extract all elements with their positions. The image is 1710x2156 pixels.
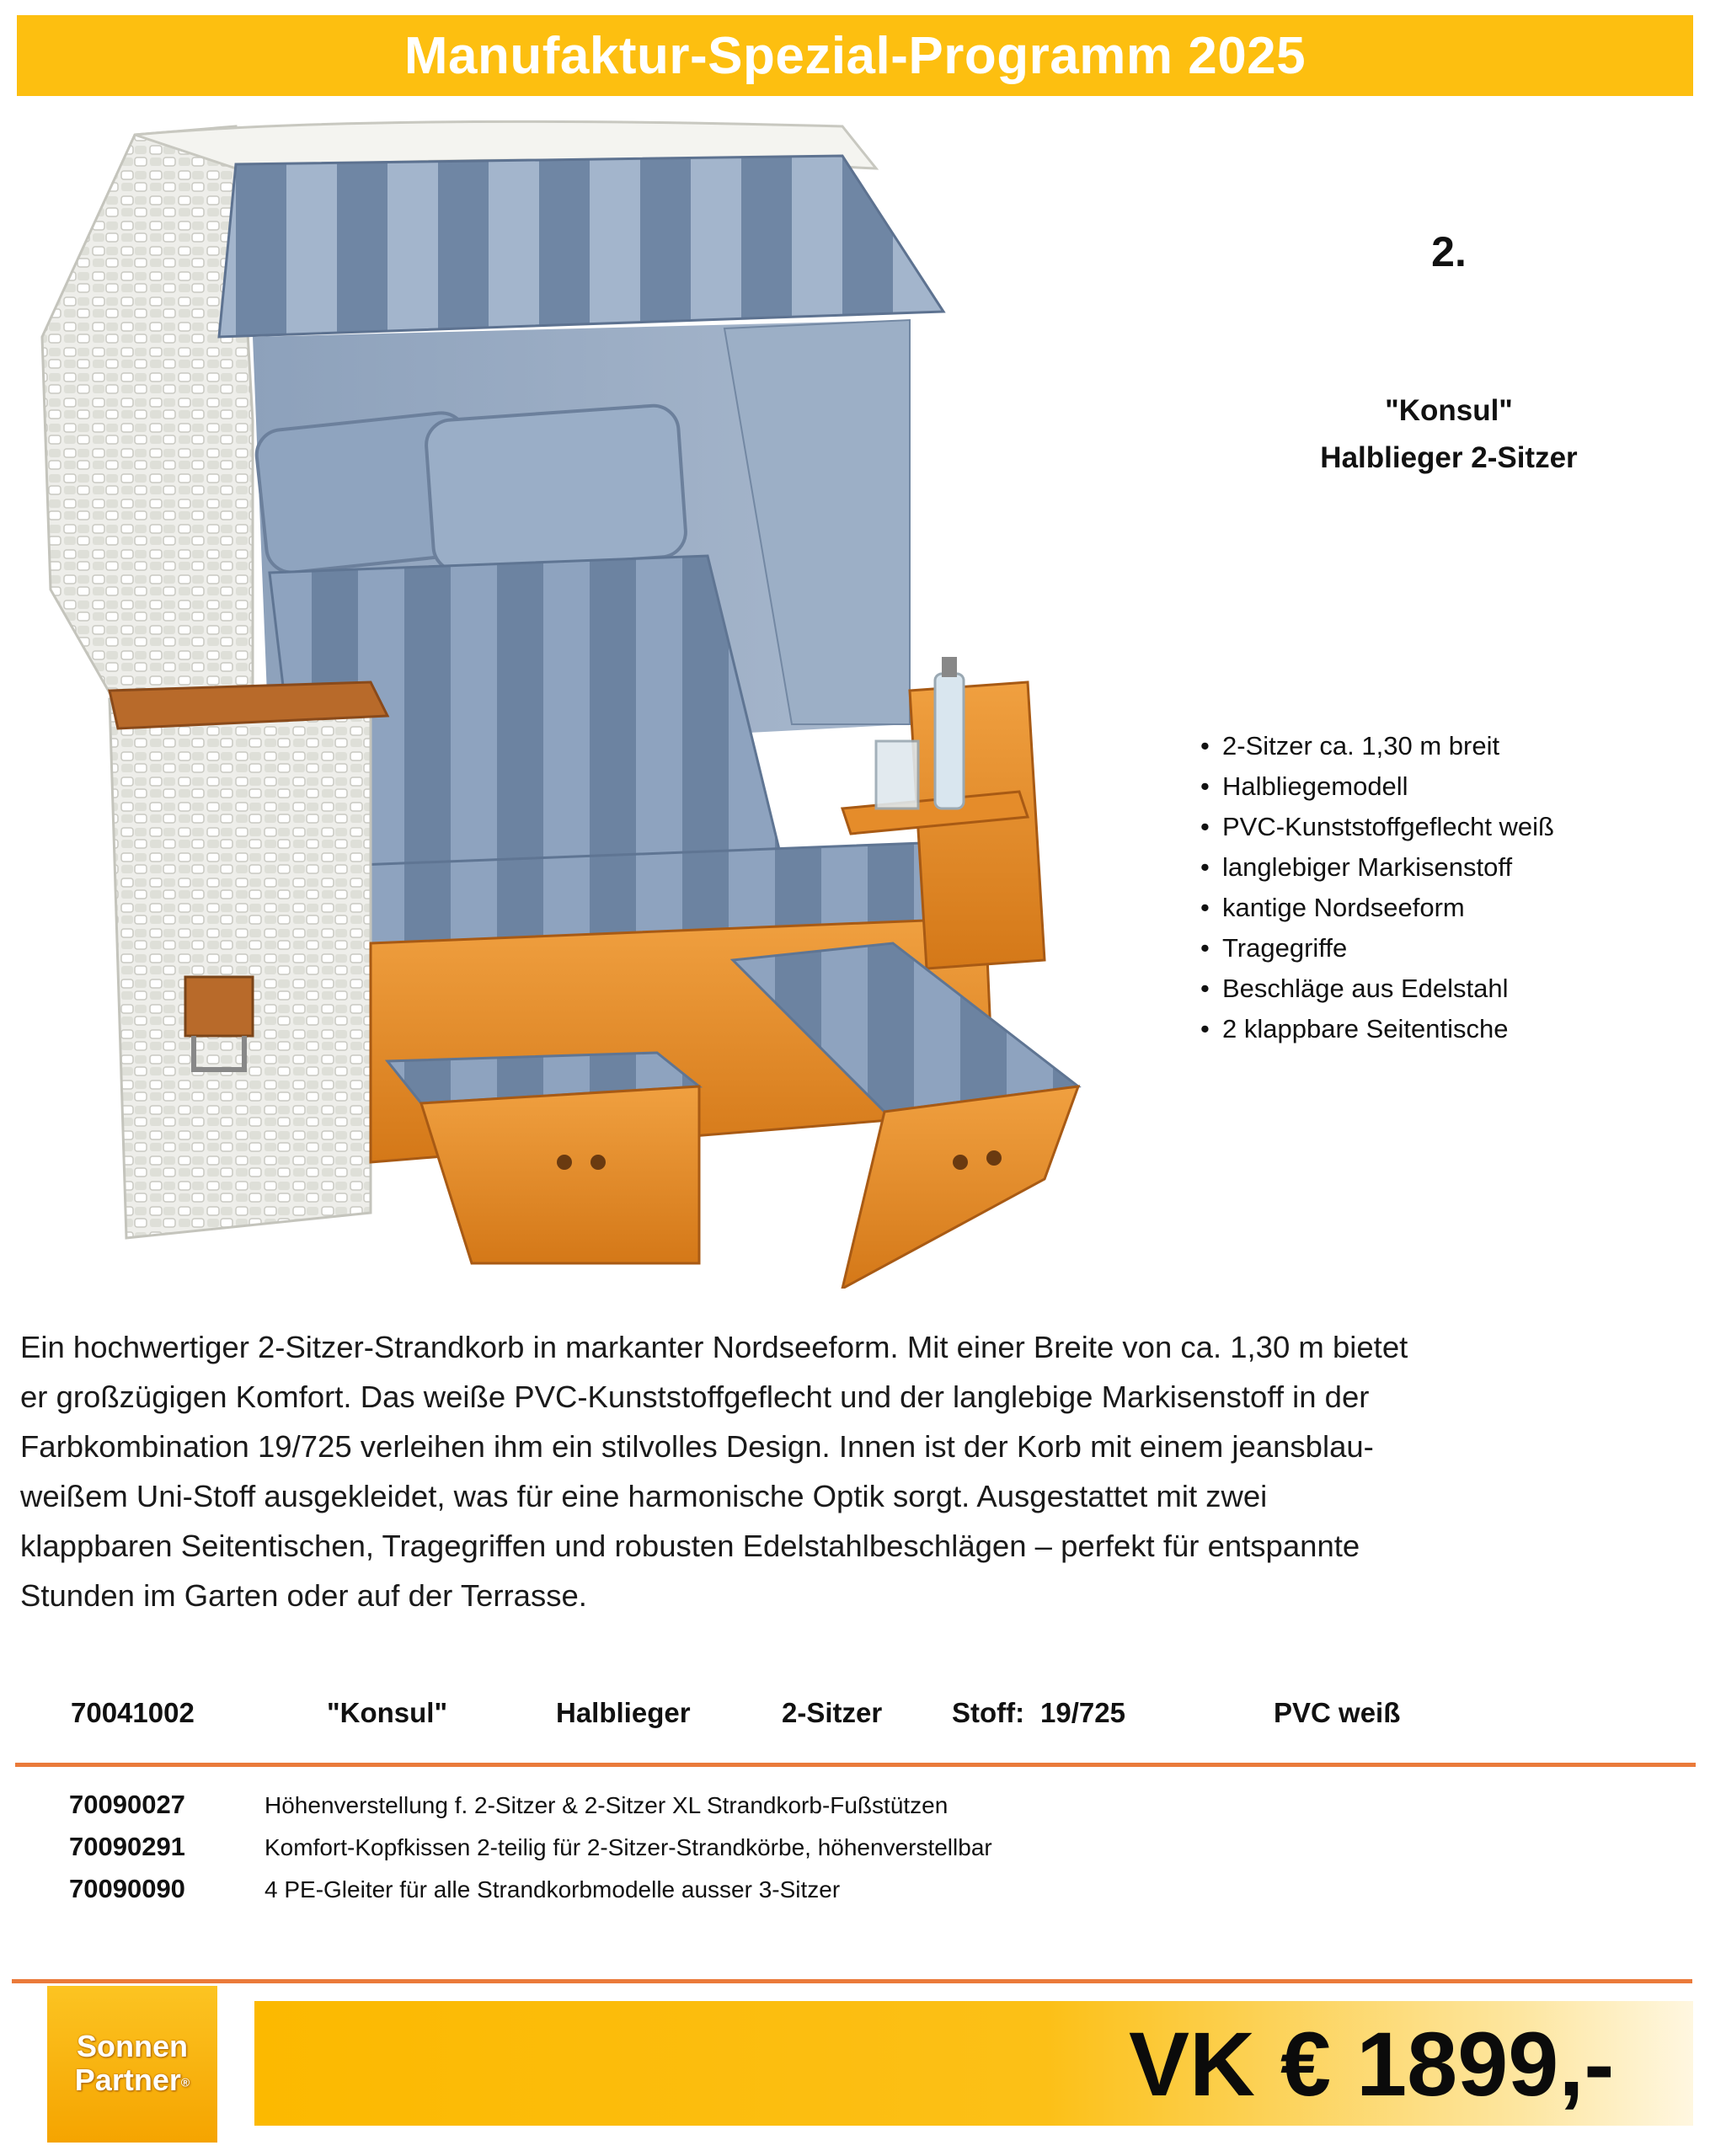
divider-bottom: [12, 1979, 1692, 1983]
description-line: er großzügigen Komfort. Das weiße PVC-Kunststoffgeflecht und der langlebige Markisenstoff in der: [20, 1380, 1370, 1414]
beach-chair-photo: [34, 118, 1179, 1289]
article-seats: 2-Sitzer: [782, 1697, 883, 1728]
divider-top: [15, 1763, 1696, 1767]
feature-item: • 2 klappbare Seitentische: [1200, 1014, 1509, 1043]
accessory-number: 70090027: [69, 1790, 185, 1819]
article-number: 70041002: [71, 1697, 195, 1728]
feature-item: • Tragegriffe: [1200, 933, 1348, 963]
accessory-row: [69, 1874, 1333, 1916]
page-title: Manufaktur-Spezial-Programm 2025: [403, 26, 1307, 85]
accessory-row: [69, 1832, 1333, 1874]
accessory-number: 70090291: [69, 1832, 185, 1861]
article-fabric-label: Stoff:: [952, 1697, 1025, 1728]
feature-item: • PVC-Kunststoffgeflecht weiß: [1200, 812, 1554, 841]
price-label: VK € 1899,-: [1129, 2013, 1615, 2115]
feature-item: • Halbliegemodell: [1200, 771, 1408, 801]
description-line: Ein hochwertiger 2-Sitzer-Strandkorb in markanter Nordseeform. Mit einer Breite von ca. 1,30 m bietet: [20, 1330, 1408, 1364]
article-wicker: PVC weiß: [1274, 1697, 1401, 1728]
description-line: weißem Uni-Stoff ausgekleidet, was für eine harmonische Optik sorgt. Ausgestattet mit zwei: [20, 1479, 1268, 1513]
sonnenpartner-logo: [47, 1986, 217, 2143]
product-description: [20, 1322, 1692, 1620]
feature-list: [1200, 726, 1689, 1049]
article-fabric-code: 19/725: [1040, 1697, 1125, 1728]
feature-item: • langlebiger Markisenstoff: [1200, 852, 1513, 882]
description-line: klappbaren Seitentischen, Tragegriffen und robusten Edelstahlbeschlägen – perfekt für entspannte: [20, 1529, 1360, 1563]
accessory-text: Höhenverstellung f. 2-Sitzer & 2-Sitzer XL Strandkorb-Fußstützen: [265, 1792, 949, 1818]
description-line: Stunden im Garten oder auf der Terrasse.: [20, 1578, 587, 1613]
feature-item: • kantige Nordseeform: [1200, 893, 1465, 922]
product-name: [1264, 387, 1634, 482]
article-type: Halblieger: [556, 1697, 691, 1728]
logo-line2: Partner®: [74, 2062, 190, 2097]
feature-item: • Beschläge aus Edelstahl: [1200, 974, 1509, 1003]
description-line: Farbkombination 19/725 verleihen ihm ein stilvolles Design. Innen ist der Korb mit einem jeansblau-: [20, 1429, 1374, 1464]
main-article-row: [0, 1697, 1710, 1739]
article-model: "Konsul": [327, 1697, 448, 1728]
header-bar: [17, 15, 1693, 96]
product-number: 2.: [1431, 228, 1467, 275]
product-name-line1: "Konsul": [1385, 394, 1513, 427]
accessory-text: 4 PE-Gleiter für alle Strandkorbmodelle ausser 3-Sitzer: [265, 1876, 841, 1903]
accessory-row: [69, 1790, 1333, 1832]
feature-item: • 2-Sitzer ca. 1,30 m breit: [1200, 731, 1500, 760]
accessory-number: 70090090: [69, 1874, 185, 1903]
logo-line1: Sonnen: [77, 2028, 188, 2063]
product-name-line2: Halblieger 2-Sitzer: [1320, 441, 1578, 474]
accessory-list: [69, 1790, 1333, 1916]
accessory-text: Komfort-Kopfkissen 2-teilig für 2-Sitzer-Strandkörbe, höhenverstellbar: [265, 1834, 992, 1860]
